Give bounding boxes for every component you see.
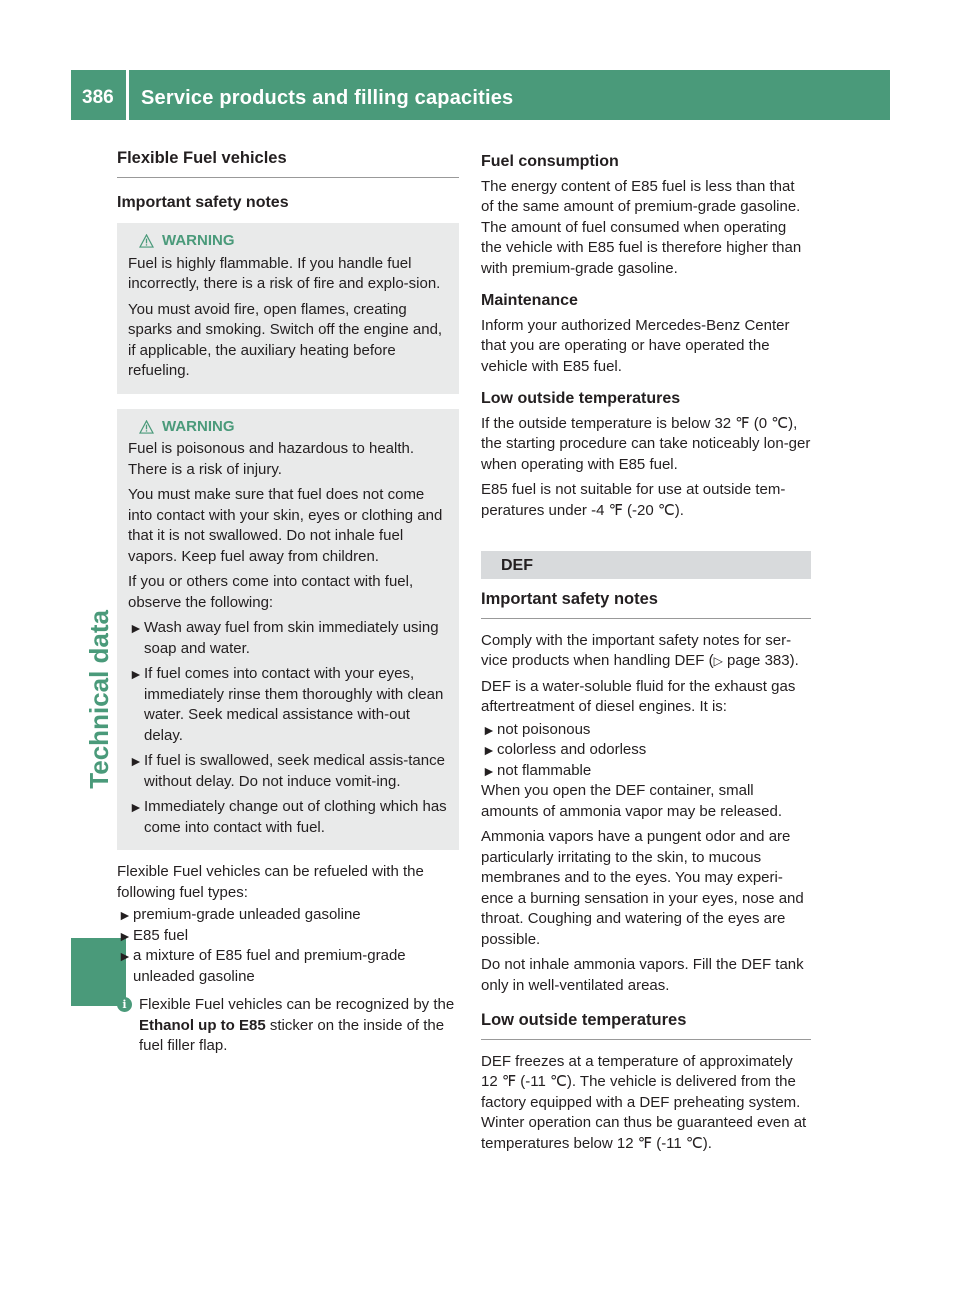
def-description: DEF is a water-soluble fluid for the exhaust gas aftertreatment of diesel engines. It is:	[481, 677, 796, 715]
safety-notes-heading: Important safety notes	[117, 193, 289, 211]
warning-label: WARNING	[162, 417, 235, 435]
warning-text: You must avoid fire, open flames, creating sparks and smoking. Switch off the engine and, if applicable, the auxiliary heating before refueling.	[128, 300, 443, 379]
page-number: 386	[82, 87, 114, 108]
def-container-text: When you open the DEF container, small amounts of ammonia vapor may be released.	[481, 782, 782, 820]
bullet-icon: ►	[482, 721, 496, 738]
warning-text: Fuel is highly flammable. If you handle fuel incorrectly, there is a risk of fire and explo-sion.	[128, 254, 441, 292]
low-temperatures-text: If the outside temperature is below 32 ℉ (0 ℃), the starting procedure can take noticeably lon-ger when operating with E85 fuel.	[481, 414, 811, 473]
list-item: ► not poisonous	[481, 720, 811, 741]
fuel-consumption-text: The energy content of E85 fuel is less than that of the same amount of premium-grade gasoline. The amount of fuel consumed when operating the vehicle with E85 fuel is therefore higher than with premium-grade gasoline.	[481, 177, 802, 277]
bullet-icon: ►	[118, 927, 132, 944]
bullet-icon: ►	[118, 907, 132, 923]
page-header-title: Service products and filling capacities	[141, 87, 514, 109]
info-icon: i	[117, 997, 132, 1012]
page-number-box	[71, 70, 126, 120]
list-item: ► a mixture of E85 fuel and premium-grade unleaded gasoline	[118, 947, 406, 985]
list-item: ► E85 fuel	[117, 926, 459, 947]
bullet-icon: ►	[129, 620, 143, 636]
list-item: ► Wash away fuel from skin immediately using soap and water.	[129, 619, 439, 657]
bullet-icon: ►	[129, 753, 143, 769]
page-header	[129, 70, 890, 120]
warning-header	[139, 417, 449, 438]
left-column	[117, 148, 459, 1057]
bullet-icon: ►	[129, 799, 143, 815]
refuel-intro: Flexible Fuel vehicles can be refueled with the following fuel types:	[117, 863, 424, 901]
warning-text: If you or others come into contact with fuel, observe the following:	[128, 573, 414, 611]
list-item: ► not flammable	[481, 761, 811, 782]
warning-header	[139, 231, 449, 252]
def-ammonia-text: Ammonia vapors have a pungent odor and are particularly irritating to the skin, to mucous membranes and to the eyes. You may experi-ence a burning sensation in your eyes, nose and throat. Coughing and watering of the eyes are possible.	[481, 828, 804, 948]
def-low-temperatures-heading: Low outside temperatures	[481, 1010, 811, 1040]
bullet-icon: ►	[482, 762, 496, 779]
warning-label: WARNING	[162, 232, 235, 249]
right-column	[481, 152, 811, 1154]
list-item: ► premium-grade unleaded gasoline	[117, 905, 459, 926]
warning-triangle-icon	[139, 234, 154, 248]
def-ventilation-text: Do not inhale ammonia vapors. Fill the DEF tank only in well-ventilated areas.	[481, 956, 804, 994]
bullet-icon: ►	[482, 742, 496, 758]
def-safety-text: Comply with the important safety notes for ser-vice products when handling DEF (▷ page 383).	[481, 631, 799, 669]
page-reference-arrow-icon: ▷	[713, 654, 723, 668]
def-safety-heading: Important safety notes	[481, 589, 811, 619]
bullet-icon: ►	[118, 948, 132, 964]
warning-text: You must make sure that fuel does not come into contact with your skin, eyes or clothing and that it is not swallowed. Do not inhale fuel vapors. Keep fuel away from children.	[128, 486, 443, 565]
def-section-title: DEF	[501, 557, 533, 574]
maintenance-heading: Maintenance	[481, 292, 578, 309]
info-note: i Flexible Fuel vehicles can be recognized by the Ethanol up to E85 sticker on the inside of the fuel filler flap.	[117, 995, 459, 1057]
warning-box-fire	[117, 223, 459, 394]
list-item: ► Immediately change out of clothing which has come into contact with fuel.	[129, 798, 447, 836]
section-title: Flexible Fuel vehicles	[117, 148, 459, 178]
list-item: ► If fuel is swallowed, seek medical assis-tance without delay. Do not induce vomit-ing.	[129, 752, 445, 790]
low-temperatures-heading: Low outside temperatures	[481, 390, 681, 407]
warning-text: Fuel is poisonous and hazardous to health. There is a risk of injury.	[128, 440, 415, 478]
maintenance-text: Inform your authorized Mercedes-Benz Center that you are operating or have operated the vehicle with E85 fuel.	[481, 316, 790, 375]
list-item: ► colorless and odorless	[481, 740, 811, 761]
low-temperatures-text: E85 fuel is not suitable for use at outside tem-peratures under -4 ℉ (-20 ℃).	[481, 481, 786, 519]
def-section-bar	[481, 551, 811, 579]
fuel-consumption-heading: Fuel consumption	[481, 153, 619, 170]
list-item: ► If fuel comes into contact with your eyes, immediately rinse them thoroughly with clean water. Seek medical assistance with-out delay.	[129, 665, 444, 744]
bullet-icon: ►	[129, 666, 143, 682]
def-low-temperatures-text: DEF freezes at a temperature of approximately 12 ℉ (-11 ℃). The vehicle is delivered from the factory equipped with a DEF preheating system. Winter operation can thus be guaranteed even at temperatures below 12 ℉ (-11 ℃).	[481, 1052, 807, 1152]
warning-box-poison	[117, 409, 459, 851]
warning-triangle-icon	[139, 420, 154, 434]
side-tab-label: Technical data	[84, 610, 114, 789]
